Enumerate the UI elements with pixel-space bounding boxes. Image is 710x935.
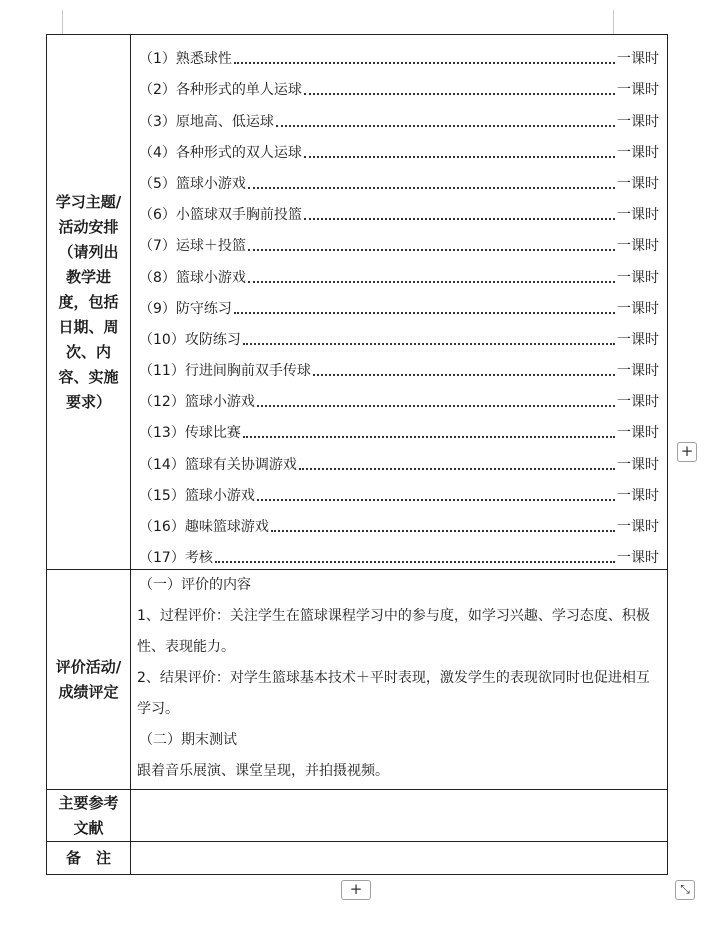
schedule-item-text: （4）各种形式的双人运球	[139, 144, 302, 161]
schedule-item-unit: 一课时	[617, 269, 659, 286]
schedule-item	[139, 224, 659, 255]
notes-content-cell[interactable]	[131, 842, 668, 875]
schedule-item-text: （6）小篮球双手胸前投篮	[139, 207, 302, 224]
dot-leader	[243, 342, 615, 345]
dot-leader	[257, 498, 615, 501]
evaluation-paragraph-1: 1、过程评价：关注学生在篮球课程学习中的参与度，如学习兴趣、学习态度、积极性、表现能力。	[137, 608, 650, 656]
schedule-item	[139, 380, 659, 411]
schedule-item-unit: 一课时	[617, 82, 659, 99]
course-plan-table	[46, 34, 668, 875]
schedule-item-unit: 一课时	[617, 456, 659, 473]
evaluation-content-cell[interactable]	[131, 570, 668, 790]
evaluation-row	[47, 570, 668, 790]
references-label-cell	[47, 790, 131, 842]
evaluation-label-cell	[47, 570, 131, 790]
schedule-item	[139, 68, 659, 99]
dot-leader	[234, 61, 615, 64]
schedule-label: 学习主题/活动安排（请列出教学进度，包括日期、周次、内容、实施要求）	[55, 192, 122, 411]
schedule-item	[139, 193, 659, 224]
dot-leader	[304, 217, 615, 220]
schedule-item	[139, 349, 659, 380]
schedule-item-text: （7）运球＋投篮	[139, 238, 246, 255]
evaluation-heading-2: （二）期末测试	[139, 732, 237, 749]
references-label: 主要参考文献	[58, 793, 119, 837]
schedule-content-cell[interactable]	[131, 35, 668, 570]
margin-mark-top-right-v	[613, 10, 614, 34]
dot-leader	[299, 467, 615, 470]
evaluation-paragraph-2: 2、结果评价：对学生篮球基本技术＋平时表现，激发学生的表现欲同时也促进相互学习。	[137, 670, 650, 718]
schedule-item-unit: 一课时	[617, 51, 659, 68]
schedule-item-unit: 一课时	[617, 238, 659, 255]
schedule-item-text: （5）篮球小游戏	[139, 175, 246, 192]
references-content-cell[interactable]	[131, 790, 668, 842]
schedule-item-unit: 一课时	[617, 331, 659, 348]
schedule-item-text: （8）篮球小游戏	[139, 269, 246, 286]
schedule-list	[131, 35, 667, 569]
schedule-item-text: （11）行进间胸前双手传球	[139, 363, 311, 380]
schedule-item-unit: 一课时	[617, 144, 659, 161]
notes-label-cell	[47, 842, 131, 875]
notes-label: 备 注	[65, 848, 111, 867]
table-resize-handle[interactable]: ⤡	[675, 880, 695, 900]
schedule-item	[139, 37, 659, 68]
schedule-item-unit: 一课时	[617, 425, 659, 442]
schedule-item-text: （15）篮球小游戏	[139, 487, 255, 504]
dot-leader	[271, 529, 615, 532]
dot-leader	[215, 560, 615, 563]
schedule-item-unit: 一课时	[617, 207, 659, 224]
schedule-item-unit: 一课时	[617, 175, 659, 192]
schedule-item-text: （9）防守练习	[139, 300, 232, 317]
schedule-item	[139, 255, 659, 286]
schedule-item	[139, 505, 659, 536]
schedule-item-text: （14）篮球有关协调游戏	[139, 456, 297, 473]
schedule-item-unit: 一课时	[617, 550, 659, 567]
dot-leader	[304, 92, 615, 95]
dot-leader	[248, 280, 615, 283]
schedule-item-text: （3）原地高、低运球	[139, 113, 274, 130]
schedule-row	[47, 35, 668, 570]
dot-leader	[257, 404, 615, 407]
schedule-label-cell	[47, 35, 131, 570]
schedule-item-text: （16）趣味篮球游戏	[139, 519, 269, 535]
schedule-item-text: （2）各种形式的单人运球	[139, 82, 302, 99]
dot-leader	[313, 373, 615, 376]
dot-leader	[234, 311, 615, 314]
schedule-item	[139, 442, 659, 473]
schedule-item-unit: 一课时	[617, 394, 659, 411]
schedule-item-text: （13）传球比赛	[139, 425, 241, 442]
schedule-item	[139, 131, 659, 162]
schedule-item	[139, 536, 659, 567]
schedule-item	[139, 287, 659, 318]
dot-leader	[248, 248, 615, 251]
evaluation-content	[131, 570, 667, 789]
schedule-item-unit: 一课时	[617, 487, 659, 504]
dot-leader	[276, 124, 615, 127]
schedule-item-text: （1）熟悉球性	[139, 51, 232, 68]
schedule-item-text: （12）篮球小游戏	[139, 394, 255, 411]
schedule-item	[139, 162, 659, 193]
dot-leader	[248, 186, 615, 189]
add-row-button[interactable]: +	[341, 880, 371, 900]
schedule-item-unit: 一课时	[617, 363, 659, 380]
dot-leader	[304, 155, 615, 158]
schedule-item-text: （17）考核	[139, 550, 213, 567]
schedule-item	[139, 318, 659, 349]
schedule-item	[139, 99, 659, 130]
evaluation-heading-1: （一）评价的内容	[139, 577, 251, 594]
schedule-item-unit: 一课时	[617, 519, 659, 535]
notes-row	[47, 842, 668, 875]
add-column-button[interactable]: +	[677, 442, 697, 462]
schedule-item	[139, 411, 659, 442]
margin-mark-top-left-v	[62, 10, 63, 34]
dot-leader	[243, 435, 615, 438]
references-row	[47, 790, 668, 842]
evaluation-label: 评价活动/成绩评定	[55, 657, 122, 701]
schedule-item-text: （10）攻防练习	[139, 331, 241, 348]
schedule-item-unit: 一课时	[617, 300, 659, 317]
schedule-item-unit: 一课时	[617, 113, 659, 130]
evaluation-paragraph-3: 跟着音乐展演、课堂呈现，并拍摄视频。	[137, 763, 389, 780]
schedule-item	[139, 474, 659, 505]
